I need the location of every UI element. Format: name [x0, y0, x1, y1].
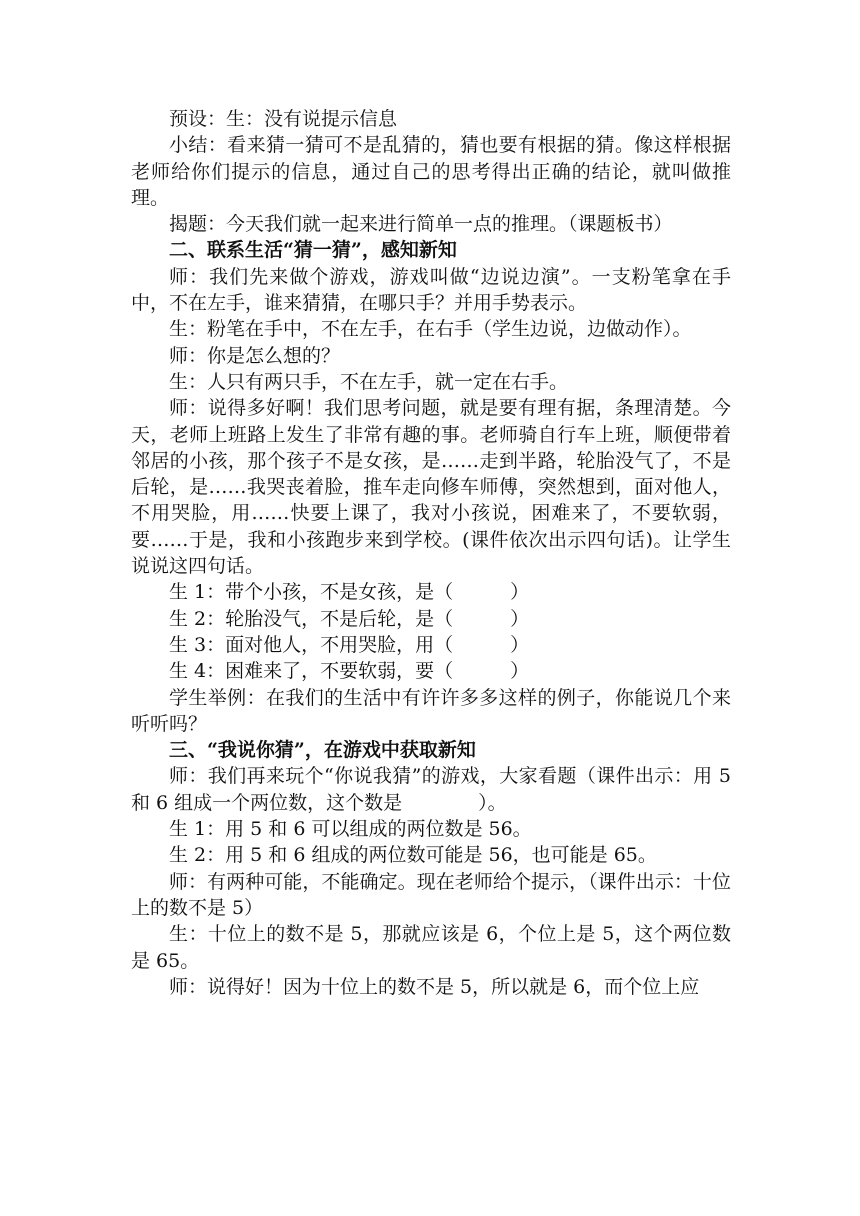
- document-page: [131, 106, 731, 1000]
- section-heading-2: 二、联系生活“猜一猜”，感知新知: [169, 239, 457, 262]
- paragraph-teacher-game: 师：我们先来做个游戏，游戏叫做“边说边演”。一支粉笔拿在手中，不在左手，谁来猜猜，在哪只手？并用手势表示。: [131, 265, 731, 315]
- paragraph-student-1: 生 1：带个小孩，不是女孩，是（ ）: [169, 581, 530, 604]
- paragraph-teacher-praise: 师：说得好！因为十位上的数不是 5，所以就是 6，而个位上应: [169, 975, 700, 998]
- paragraph-student-reason: 生：人只有两只手，不在左手，就一定在右手。: [169, 370, 569, 393]
- paragraph-student-deduce: 生：十位上的数不是 5，那就应该是 6，个位上是 5，这个两位数是 65。: [131, 923, 731, 972]
- paragraph-student-answer: 生：粉笔在手中，不在左手，在右手（学生边说，边做动作）。: [169, 318, 692, 341]
- paragraph-teacher-story: 师：说得多好啊！我们思考问题，就是要有理有据，条理清楚。今天，老师上班路上发生了非常有趣的事。老师骑自行车上班，顺便带着邻居的小孩，那个孩子不是女孩，是……走到半路，轮胎没气了，不是后轮，是……我哭丧着脸，推车走向修车师傅，突然想到，面对他人，不用哭脸，用……快要上课了，我对小孩说，困难来了，不要软弱，要……于是，我和小孩跑步来到学校。(课件依次出示四句话)。让学生说说这四句话。: [131, 397, 731, 578]
- paragraph-student-4: 生 4：困难来了，不要软弱，要（ ）: [169, 660, 530, 683]
- paragraph-teacher-question: 师：你是怎么想的？: [169, 344, 341, 367]
- paragraph-examples: 学生举例：在我们的生活中有许许多多这样的例子，你能说几个来听听吗？: [131, 686, 731, 735]
- paragraph-student-2: 生 2：轮胎没气，不是后轮，是（ ）: [169, 607, 530, 630]
- paragraph-summary: 小结：看来猜一猜可不是乱猜的，猜也要有根据的猜。像这样根据老师给你们提示的信息，通过自己的思考得出正确的结论，就叫做推理。: [131, 134, 731, 209]
- paragraph-student-3: 生 3：面对他人，不用哭脸，用（ ）: [169, 633, 530, 656]
- section-heading-3: 三、“我说你猜”，在游戏中获取新知: [169, 739, 476, 762]
- paragraph-topic: 揭题：今天我们就一起来进行简单一点的推理。（课题板书）: [169, 213, 673, 236]
- paragraph-preset: 预设：生：没有说提示信息: [169, 108, 398, 130]
- paragraph-student-1-56: 生 1：用 5 和 6 可以组成的两位数是 56。: [169, 818, 532, 841]
- paragraph-student-2-65: 生 2：用 5 和 6 组成的两位数可能是 56，也可能是 65。: [169, 844, 657, 867]
- paragraph-teacher-hint: 师：有两种可能，不能确定。现在老师给个提示，（课件出示：十位上的数不是 5）: [131, 870, 731, 919]
- paragraph-teacher-guess-game: 师：我们再来玩个“你说我猜”的游戏，大家看题（课件出示：用 5 和 6 组成一个两位数，这个数是 ）。: [131, 765, 731, 814]
